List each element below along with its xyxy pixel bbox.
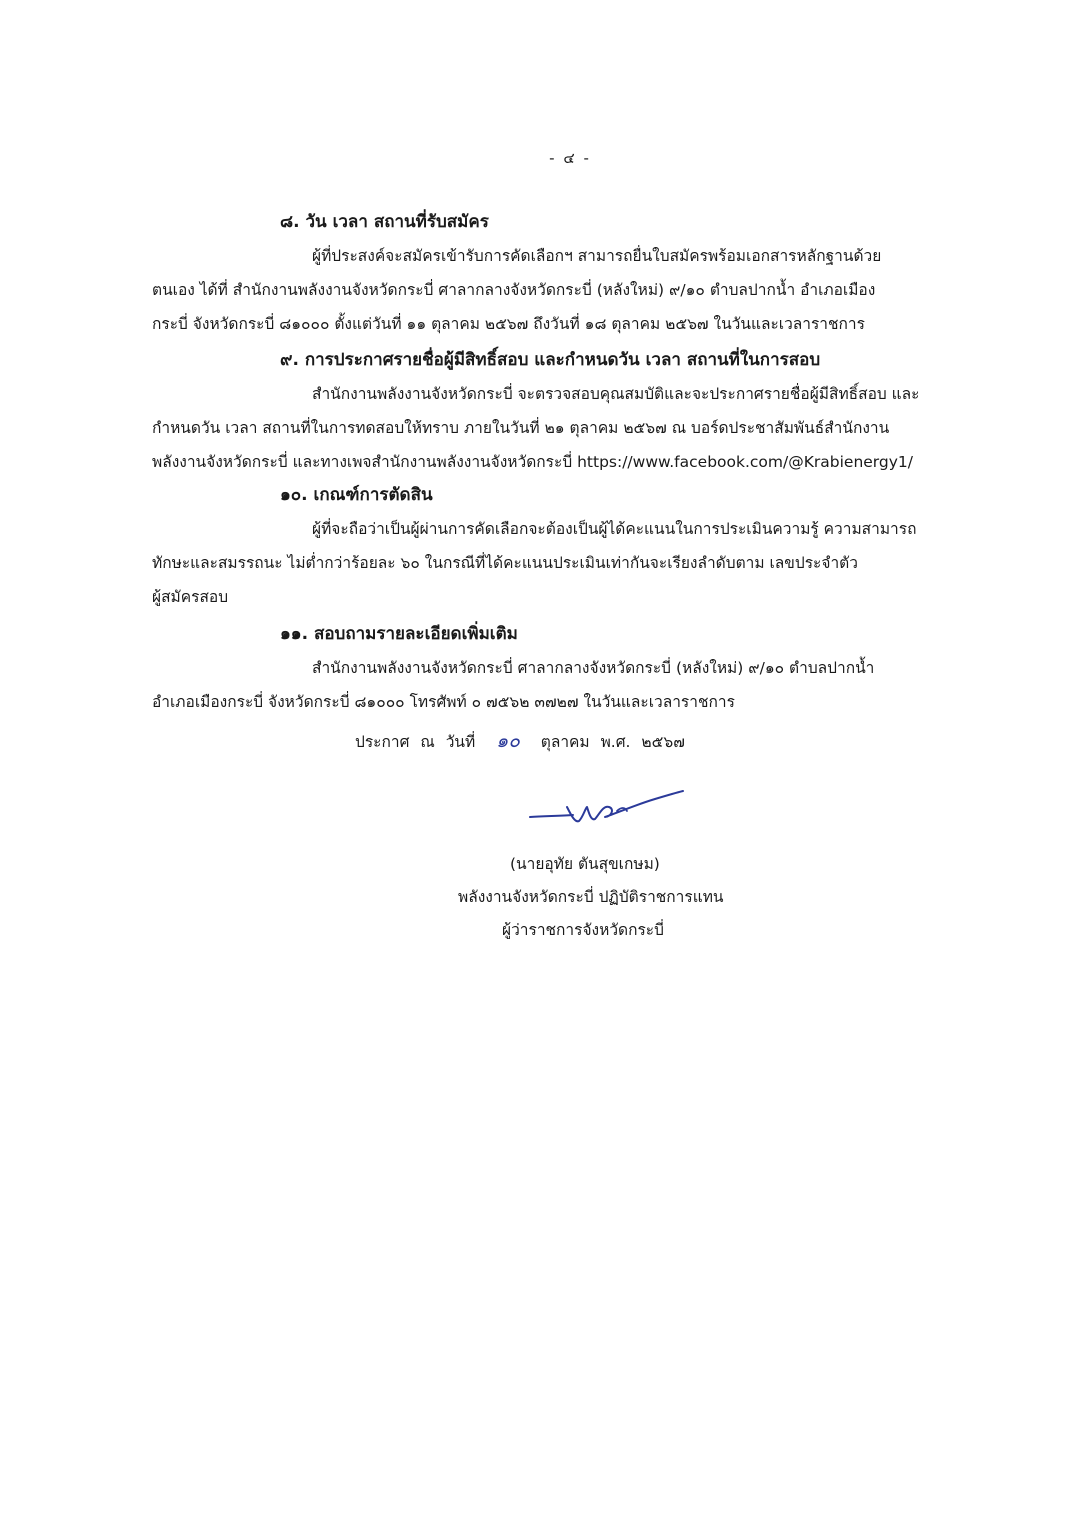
section-application-schedule	[152, 205, 982, 341]
page-number: - ๔ -	[549, 149, 591, 167]
section-body	[152, 239, 982, 341]
paragraph-line: ผู้ที่จะถือว่าเป็นผู้ผ่านการคัดเลือกจะต้องเป็นผู้ได้คะแนนในการประเมินความรู้ ความสามารถ	[312, 520, 917, 538]
section-heading: ๑๑. สอบถามรายละเอียดเพิ่มเติม	[280, 624, 518, 644]
paragraph-line: ผู้สมัครสอบ	[152, 588, 229, 606]
paragraph-line: กำหนดวัน เวลา สถานที่ในการทดสอบให้ทราบ ภายในวันที่ ๒๑ ตุลาคม ๒๕๖๗ ณ บอร์ดประชาสัมพันธ์สำนักงาน	[152, 419, 890, 437]
paragraph-line: สำนักงานพลังงานจังหวัดกระบี่ จะตรวจสอบคุณสมบัติและจะประกาศรายชื่อผู้มีสิทธิ์สอบ และ	[312, 385, 920, 403]
section-judging-criteria	[152, 478, 982, 614]
section-body	[152, 651, 982, 719]
paragraph-line: ผู้ที่ประสงค์จะสมัครเข้ารับการคัดเลือกฯ สามารถยื่นใบสมัครพร้อมเอกสารหลักฐานด้วย	[312, 247, 882, 265]
announcement-year: ๒๕๖๗	[641, 733, 685, 751]
announcement-prefix: ประกาศ	[355, 733, 410, 751]
handwritten-signature	[525, 783, 690, 833]
section-further-inquiries	[152, 617, 982, 719]
signer-block	[440, 848, 770, 947]
section-heading: ๙. การประกาศรายชื่อผู้มีสิทธิ์สอบ และกำหนดวัน เวลา สถานที่ในการสอบ	[280, 350, 821, 370]
announcement-era: พ.ศ.	[600, 733, 631, 751]
paragraph-line: สำนักงานพลังงานจังหวัดกระบี่ ศาลากลางจังหวัดกระบี่ (หลังใหม่) ๙/๑๐ ตำบลปากน้ำ	[312, 659, 875, 677]
section-heading: ๘. วัน เวลา สถานที่รับสมัคร	[280, 212, 489, 232]
paragraph-line: ทักษะและสมรรถนะ ไม่ต่ำกว่าร้อยละ ๖๐ ในกรณีที่ได้คะแนนประเมินเท่ากันจะเรียงลำดับตาม เลขประจำตัว	[152, 554, 858, 572]
section-body	[152, 377, 982, 479]
announcement-month: ตุลาคม	[540, 733, 590, 751]
section-body	[152, 512, 982, 614]
paragraph-line: อำเภอเมืองกระบี่ จังหวัดกระบี่ ๘๑๐๐๐ โทรศัพท์ ๐ ๗๕๖๒ ๓๗๒๗ ในวันและเวลาราชการ	[152, 693, 735, 711]
paragraph-line: พลังงานจังหวัดกระบี่ และทางเพจสำนักงานพลังงานจังหวัดกระบี่ https://www.facebook.com/@Krabienergy1/	[152, 453, 914, 471]
announcement-date-line	[355, 724, 691, 759]
signer-name: (นายอุทัย ตันสุขเกษม)	[510, 855, 660, 873]
paragraph-line: กระบี่ จังหวัดกระบี่ ๘๑๐๐๐ ตั้งแต่วันที่ ๑๑ ตุลาคม ๒๕๖๗ ถึงวันที่ ๑๘ ตุลาคม ๒๕๖๗ ในวันและเวลาราชการ	[152, 315, 865, 333]
paragraph-line: ตนเอง ได้ที่ สำนักงานพลังงานจังหวัดกระบี่ ศาลากลางจังหวัดกระบี่ (หลังใหม่) ๙/๑๐ ตำบลปากน้ำ อำเภอเมือง	[152, 281, 876, 299]
section-eligible-list-announcement	[152, 343, 982, 479]
announcement-at: ณ	[420, 733, 435, 751]
signer-position: พลังงานจังหวัดกระบี่ ปฏิบัติราชการแทน	[458, 888, 724, 906]
section-heading: ๑๐. เกณฑ์การตัดสิน	[280, 485, 433, 505]
handwritten-day: ๑๐	[496, 730, 520, 752]
signer-position-on-behalf: ผู้ว่าราชการจังหวัดกระบี่	[502, 921, 664, 939]
announcement-day-label: วันที่	[445, 733, 476, 751]
